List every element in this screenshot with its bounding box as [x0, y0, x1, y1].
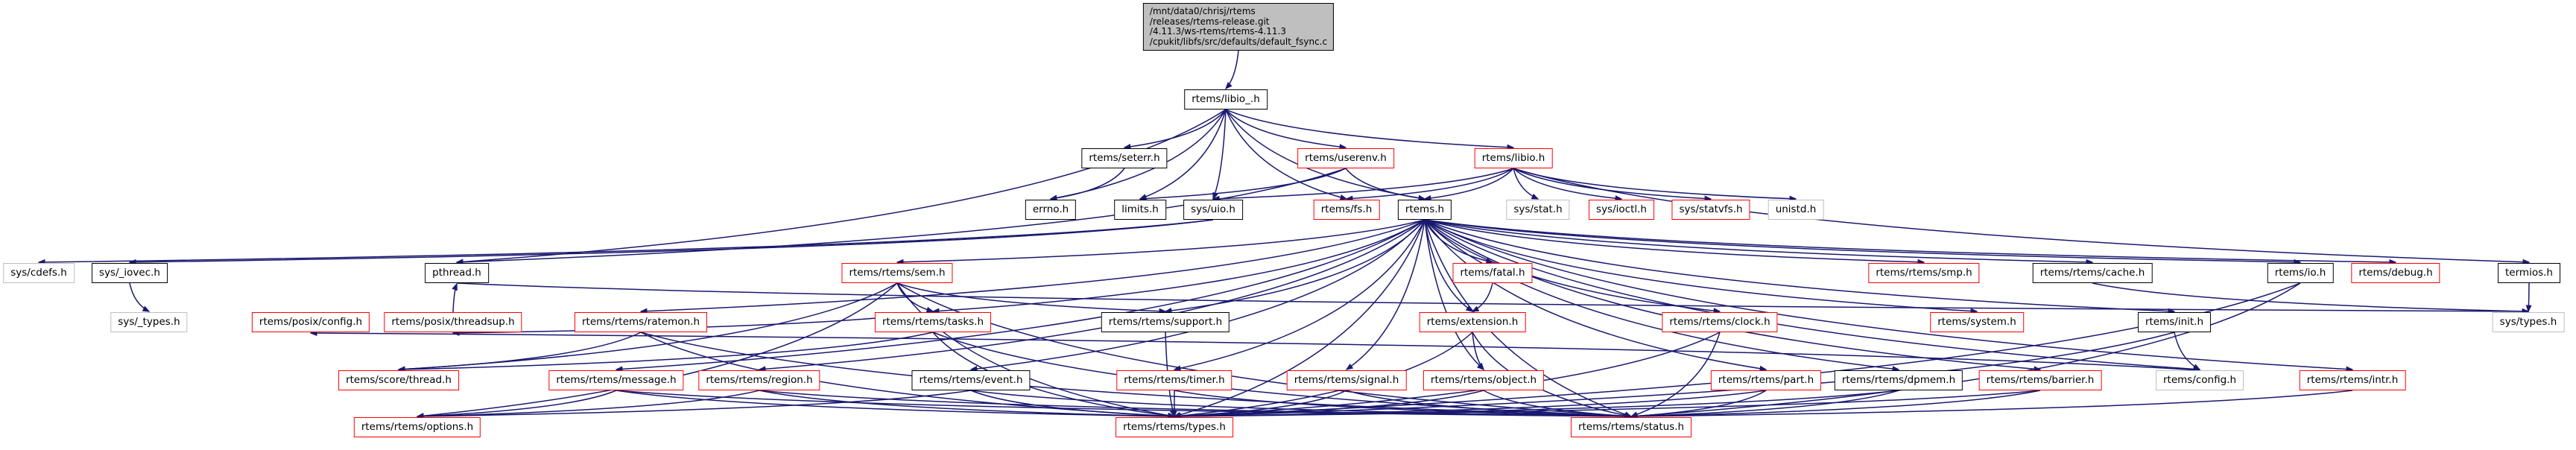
node-unistd[interactable] [1768, 200, 1824, 220]
include-edge-libio_-libio [1226, 110, 1513, 148]
node-label: rtems/rtems/region.h [706, 374, 813, 386]
node-label: termios.h [2505, 267, 2553, 279]
node-sysstat[interactable] [1506, 200, 1569, 220]
node-libio[interactable] [1475, 148, 1553, 168]
node-label: rtems/posix/threadsup.h [391, 316, 515, 328]
node-label: limits.h [1121, 203, 1159, 215]
node-status[interactable] [1571, 417, 1692, 437]
node-label: sys/types.h [2499, 316, 2557, 328]
include-edge-rtems-sem [897, 220, 1425, 262]
include-edge-pthread-systypes [457, 283, 2528, 311]
node-label: unistd.h [1775, 203, 1817, 215]
node-syscdefs[interactable] [3, 263, 75, 283]
node-label: pthread.h [432, 267, 481, 279]
include-edge-barrier-status [1631, 390, 2040, 416]
node-label: rtems/rtems/part.h [1718, 374, 1814, 386]
node-object[interactable] [1423, 370, 1544, 390]
node-label: rtems.h [1405, 203, 1445, 215]
include-edge-sysiovec-systypes_ [130, 283, 149, 311]
node-label: rtems/rtems/sem.h [849, 267, 946, 279]
include-edge-rtems-config [1425, 220, 2200, 370]
include-edge-libio_-sysuio [1213, 110, 1226, 199]
include-edge-libio-fs [1346, 168, 1513, 199]
node-label: rtems/rtems/options.h [361, 421, 474, 433]
node-label: rtems/rtems/support.h [1108, 316, 1223, 328]
node-extension[interactable] [1420, 312, 1526, 332]
node-intr[interactable] [2300, 370, 2406, 390]
include-edge-libio-sysstat [1513, 168, 1538, 199]
node-label: sys/stat.h [1513, 203, 1563, 215]
node-event[interactable] [911, 370, 1030, 390]
include-edge-cache-systypes [2092, 283, 2528, 311]
include-edge-libio-termios [1513, 168, 2529, 262]
node-systypes[interactable] [2493, 312, 2565, 332]
node-threadsup[interactable] [384, 312, 522, 332]
node-rtems[interactable] [1398, 200, 1452, 220]
node-label: rtems/score/thread.h [346, 374, 452, 386]
node-label: rtems/rtems/status.h [1577, 421, 1685, 433]
node-system[interactable] [1930, 312, 2024, 332]
node-label: rtems/rtems/dpmem.h [1841, 374, 1956, 386]
node-label: rtems/libio_.h [1192, 93, 1260, 105]
node-part[interactable] [1711, 370, 1821, 390]
node-barrier[interactable] [1979, 370, 2102, 390]
include-edge-sem-options [417, 283, 897, 416]
node-label: rtems/extension.h [1426, 316, 1519, 328]
include-edge-rtems-message [616, 220, 1425, 370]
node-tasks[interactable] [875, 312, 991, 332]
node-thread[interactable] [338, 370, 459, 390]
node-init[interactable] [2138, 312, 2211, 332]
root-label-line: /4.11.3/ws-rtems/rtems-4.11.3 [1149, 26, 1287, 37]
node-label: rtems/libio.h [1481, 152, 1545, 164]
node-support[interactable] [1101, 312, 1230, 332]
node-label: rtems/rtems/event.h [919, 374, 1023, 386]
node-label: rtems/rtems/signal.h [1294, 374, 1399, 386]
node-label: rtems/rtems/object.h [1430, 374, 1537, 386]
node-smp[interactable] [1868, 263, 1979, 283]
node-label: rtems/rtems/ratemon.h [582, 316, 700, 328]
node-label: rtems/rtems/message.h [556, 374, 677, 386]
node-label: rtems/io.h [2274, 267, 2326, 279]
node-ratemon[interactable] [575, 312, 707, 332]
node-message[interactable] [548, 370, 683, 390]
node-timer[interactable] [1116, 370, 1232, 390]
node-sysioctl[interactable] [1589, 200, 1654, 220]
node-config[interactable] [2156, 370, 2244, 390]
node-fs[interactable] [1314, 200, 1380, 220]
node-label: sys/_types.h [118, 316, 180, 328]
include-edge-libio_-seterr [1124, 110, 1226, 148]
include-edge-rtems-signal [1346, 220, 1425, 370]
node-label: rtems/system.h [1937, 316, 2016, 328]
node-region[interactable] [698, 370, 820, 390]
node-label: rtems/rtems/barrier.h [1986, 374, 2095, 386]
include-edge-config-posixconfig [311, 333, 2200, 370]
include-edge-rtems-debug [1425, 220, 2396, 262]
node-pthread[interactable] [425, 263, 489, 283]
node-label: rtems/rtems/clock.h [1669, 316, 1770, 328]
node-label: errno.h [1032, 203, 1069, 215]
include-edge-init-config [2174, 332, 2200, 370]
node-label: rtems/posix/config.h [259, 316, 363, 328]
node-options[interactable] [354, 417, 481, 437]
node-label: rtems/config.h [2162, 374, 2237, 386]
node-label: rtems/fatal.h [1460, 267, 1525, 279]
node-fatal[interactable] [1452, 263, 1532, 283]
node-label: rtems/rtems/smp.h [1876, 267, 1972, 279]
node-label: sys/_iovec.h [99, 267, 160, 279]
node-label: rtems/rtems/timer.h [1124, 374, 1225, 386]
node-label: rtems/rtems/intr.h [2306, 374, 2399, 386]
node-sem[interactable] [841, 263, 952, 283]
node-label: sys/statvfs.h [1679, 203, 1743, 215]
node-label: rtems/debug.h [2358, 267, 2433, 279]
include-edge-fatal-extension [1472, 283, 1493, 311]
include-edge-libio-unistd [1513, 168, 1796, 199]
node-libio_[interactable] [1184, 89, 1268, 110]
node-io[interactable] [2268, 263, 2334, 283]
node-seterr[interactable] [1081, 148, 1167, 168]
root-source-file-node [1143, 3, 1334, 51]
node-clock[interactable] [1662, 312, 1777, 332]
root-label-line: /mnt/data0/chrisj/rtems [1149, 6, 1256, 16]
node-label: rtems/rtems/types.h [1123, 421, 1226, 433]
node-cache[interactable] [2033, 263, 2153, 283]
include-edge-libio_-userenv [1226, 110, 1346, 148]
node-rtypes[interactable] [1115, 417, 1233, 437]
include-edge-sem-status [897, 283, 1631, 416]
node-dpmem[interactable] [1835, 370, 1963, 390]
node-signal[interactable] [1287, 370, 1407, 390]
include-edge-rtems-event [971, 220, 1425, 370]
node-sysuio[interactable] [1183, 200, 1243, 220]
node-systypes_[interactable] [110, 312, 187, 332]
include-edge-userenv-rtems [1346, 168, 1425, 199]
node-errno[interactable] [1025, 200, 1076, 220]
root-label-line: /releases/rtems-release.git [1149, 16, 1270, 27]
node-label: rtems/fs.h [1320, 203, 1373, 215]
node-sysstatvfs[interactable] [1671, 200, 1750, 220]
include-edge-sysuio-syscdefs [39, 220, 1213, 262]
node-userenv[interactable] [1297, 148, 1394, 168]
node-posixconfig[interactable] [252, 312, 370, 332]
node-label: rtems/seterr.h [1089, 152, 1160, 164]
include-edge-ratemon-thread [399, 332, 641, 370]
node-limits[interactable] [1114, 200, 1166, 220]
node-label: sys/uio.h [1191, 203, 1235, 215]
include-edge-threadsup-pthread [453, 284, 457, 312]
node-label: rtems/rtems/cache.h [2039, 267, 2145, 279]
include-edge-main-libio_ [1226, 51, 1238, 89]
node-label: rtems/userenv.h [1305, 152, 1387, 164]
node-debug[interactable] [2351, 263, 2440, 283]
node-label: sys/cdefs.h [10, 267, 67, 279]
include-edge-termios-systypes [2528, 283, 2529, 311]
node-label: rtems/rtems/tasks.h [882, 316, 984, 328]
include-edge-io-rtypes [1174, 283, 2300, 416]
node-label: sys/ioctl.h [1596, 203, 1647, 215]
include-edge-sysuio-sysiovec [130, 220, 1213, 262]
node-label: rtems/init.h [2145, 316, 2204, 328]
node-sysiovec[interactable] [92, 263, 168, 283]
include-edge-libio_-pthread [457, 110, 1226, 262]
node-termios[interactable] [2498, 263, 2560, 283]
root-label-line: /cpukit/libfs/src/defaults/default_fsync.c [1149, 36, 1328, 47]
